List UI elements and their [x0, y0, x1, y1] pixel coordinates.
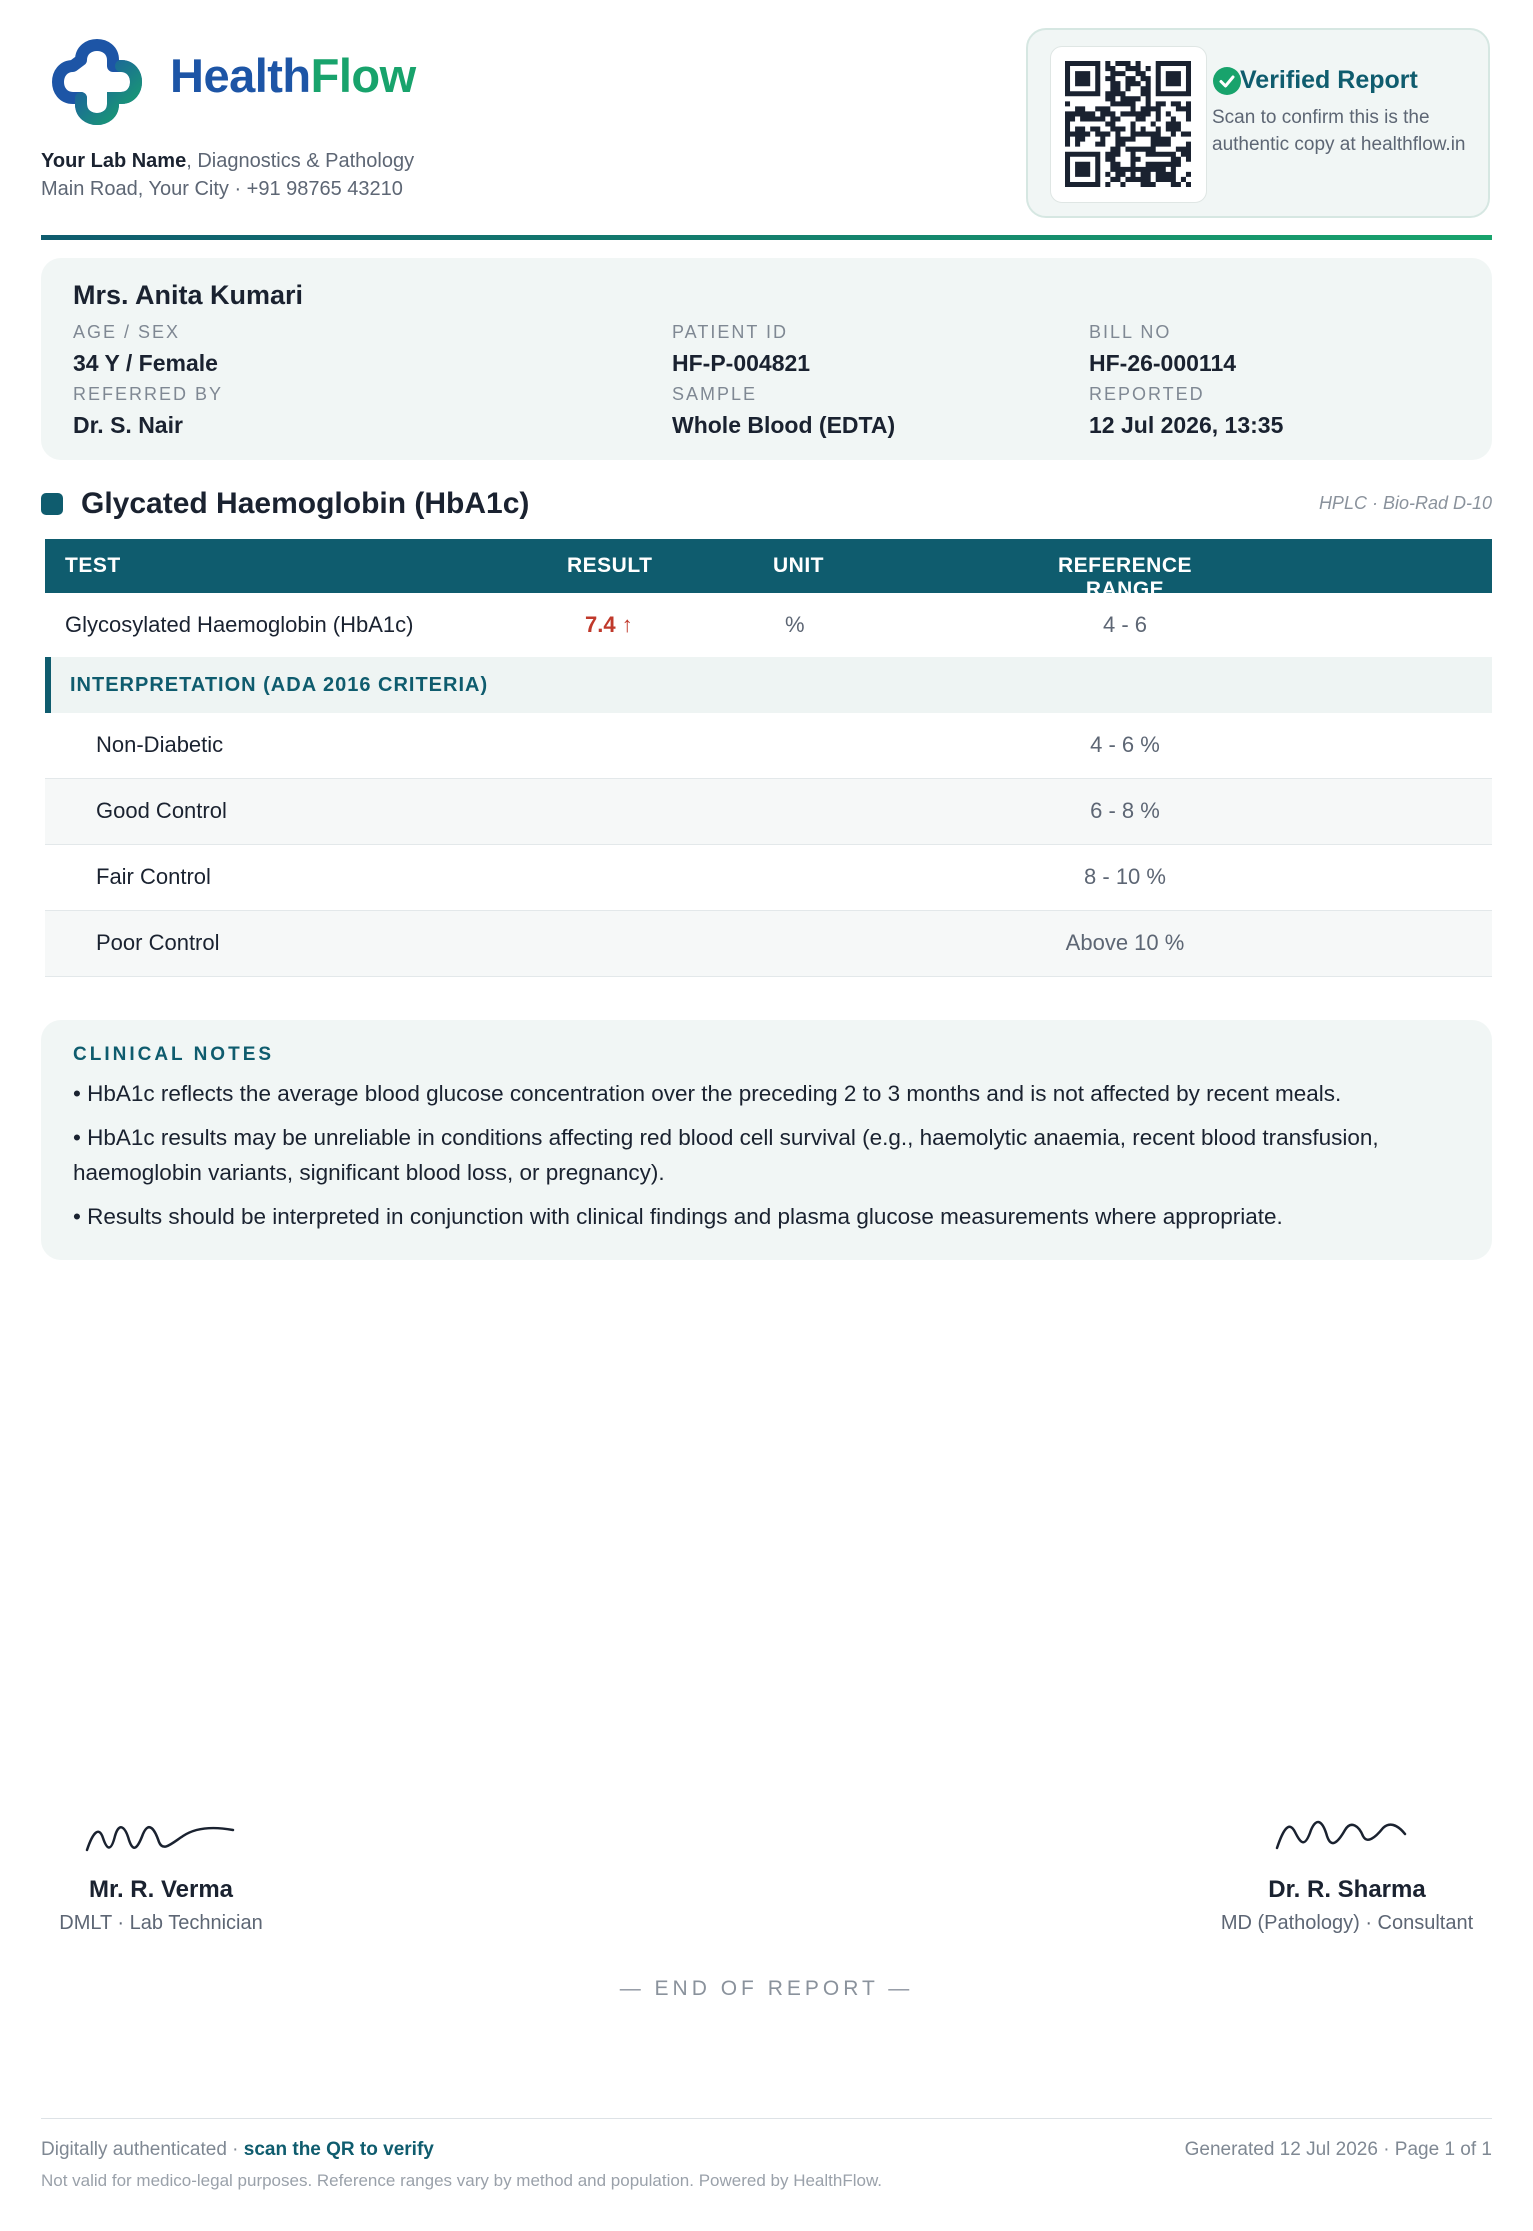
interpretation-header: [45, 657, 1492, 713]
interpretation-row: [45, 845, 1492, 911]
verification-card: [1026, 28, 1490, 218]
verification-title: Verified Report: [1240, 66, 1418, 94]
footer-generated: Generated 12 Jul 2026 · Page 1 of 1: [1184, 2139, 1492, 2160]
clinical-note: • HbA1c results may be unreliable in conditions affecting red blood cell survival (e.g., haemolytic anaemia, recent blood transfusion, haemoglobin variants, significant blood loss, or pregnancy).: [73, 1125, 1379, 1185]
age-sex-label: AGE / SEX: [73, 322, 181, 342]
signatory-role: MD (Pathology) · Consultant: [1220, 1912, 1474, 1934]
interpretation-label: Fair Control: [96, 864, 211, 889]
qr-code[interactable]: [1050, 46, 1207, 203]
reported-label: REPORTED: [1089, 384, 1205, 404]
patient-id-label: PATIENT ID: [672, 322, 789, 342]
end-of-report: — END OF REPORT —: [619, 1977, 914, 2000]
header-unit: UNIT: [773, 554, 824, 577]
table-row: [45, 593, 1492, 657]
interpretation-row: [45, 713, 1492, 779]
footer-disclaimer: Not valid for medico-legal purposes. Reference ranges vary by method and population. Powered by HealthFlow.: [41, 2171, 883, 2190]
referred-by-label: REFERRED BY: [73, 384, 224, 404]
lab-name: Your Lab Name, Diagnostics & Pathology: [41, 150, 415, 172]
qr-code-icon: [1065, 61, 1191, 187]
section-bullet-icon: [41, 493, 63, 515]
header-reference-range: REFERENCE RANGE: [1057, 554, 1193, 601]
interpretation-row: [45, 779, 1492, 845]
interpretation-title: INTERPRETATION (ADA 2016 CRITERIA): [70, 674, 489, 696]
signatory-role: DMLT · Lab Technician: [59, 1912, 263, 1934]
patient-name: Mrs. Anita Kumari: [73, 280, 304, 310]
clinical-note: • HbA1c reflects the average blood glucose concentration over the preceding 2 to 3 months and is not affected by recent meals.: [73, 1081, 1342, 1106]
footer-authentication: Digitally authenticated · scan the QR to verify: [41, 2139, 434, 2160]
verify-link[interactable]: scan the QR to verify: [243, 2139, 434, 2160]
interpretation-label: Good Control: [96, 798, 227, 823]
signatory-name: Mr. R. Verma: [88, 1876, 234, 1903]
patient-info-card: [41, 258, 1492, 460]
clinical-note: • Results should be interpreted in conjunction with clinical findings and plasma glucose measurements where appropriate.: [73, 1204, 1283, 1229]
interpretation-range: 8 - 10 %: [1084, 864, 1166, 889]
sample-label: SAMPLE: [672, 384, 758, 404]
healthflow-logo-icon: [41, 26, 153, 138]
section-title: Glycated Haemoglobin (HbA1c): [81, 487, 530, 520]
bill-no-label: BILL NO: [1089, 322, 1172, 342]
sample-value: Whole Blood (EDTA): [672, 412, 896, 438]
age-sex-value: 34 Y / Female: [73, 350, 218, 376]
high-flag-icon: ↑: [621, 612, 633, 637]
section-method: HPLC · Bio-Rad D-10: [1318, 493, 1492, 513]
signatory-name: Dr. R. Sharma: [1268, 1876, 1426, 1903]
signature-verma-icon: [83, 1812, 238, 1858]
table-header: [45, 539, 1492, 601]
test-name: Glycosylated Haemoglobin (HbA1c): [65, 612, 414, 637]
clinical-notes-list: [73, 1076, 1473, 1243]
interpretation-label: Poor Control: [96, 930, 220, 955]
results-table: [45, 539, 1492, 977]
interpretation-range: Above 10 %: [1065, 930, 1185, 955]
interpretation-range: 4 - 6 %: [1090, 732, 1160, 757]
signature-consultant: [1202, 1876, 1492, 1935]
footer-divider: [41, 2118, 1492, 2119]
clinical-notes: [41, 1020, 1492, 1260]
referred-by-value: Dr. S. Nair: [73, 412, 183, 438]
interpretation-range: 6 - 8 %: [1090, 798, 1160, 823]
verification-text: Scan to confirm this is the authentic copy at healthflow.in: [1212, 107, 1466, 155]
reported-value: 12 Jul 2026, 13:35: [1089, 412, 1284, 438]
lab-address: Main Road, Your City · +91 98765 43210: [41, 178, 403, 200]
interpretation-label: Non-Diabetic: [96, 732, 224, 757]
result-unit: %: [785, 612, 805, 637]
result-range: 4 - 6: [1102, 612, 1148, 637]
interpretation-row: [45, 911, 1492, 977]
bill-no-value: HF-26-000114: [1089, 350, 1237, 376]
brand-name: HealthFlow: [170, 49, 416, 102]
clinical-notes-title: CLINICAL NOTES: [73, 1044, 275, 1065]
report-page: [41, 0, 1492, 2231]
header-test: TEST: [65, 554, 121, 577]
header-result: RESULT: [567, 554, 653, 577]
signature-sharma-icon: [1271, 1808, 1411, 1856]
header-divider: [41, 235, 1492, 240]
patient-id-value: HF-P-004821: [672, 350, 811, 376]
report-header: [41, 0, 1492, 236]
signature-technician: [41, 1876, 281, 1935]
result-value: 7.4 ↑: [585, 612, 633, 637]
check-circle-icon: [1212, 66, 1242, 96]
